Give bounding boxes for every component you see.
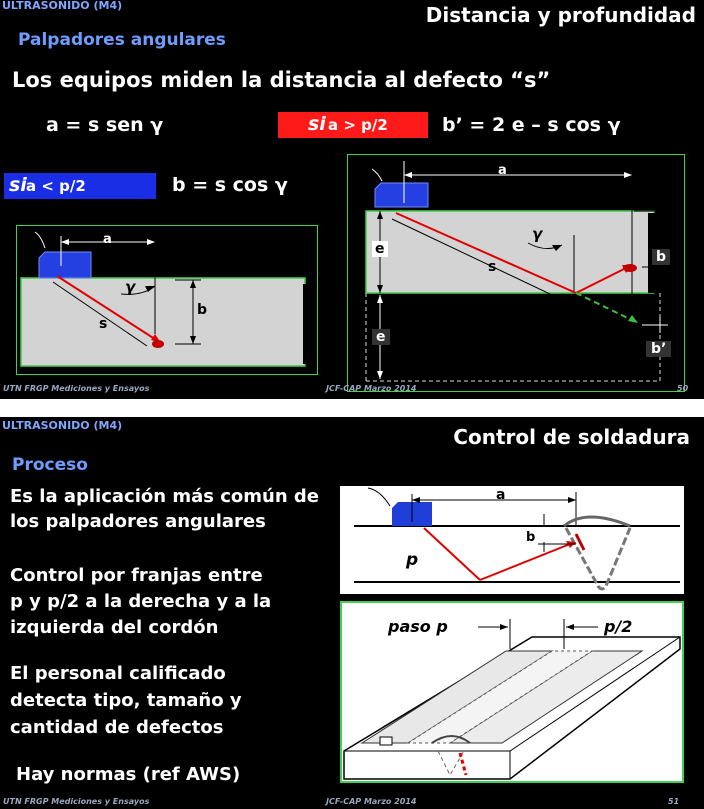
paragraph-line: izquierda del cordón [10, 617, 219, 638]
condition-low-text: a < p/2 [26, 177, 86, 195]
paragraph-line: los palpadores angulares [10, 511, 266, 532]
slide-title: Distancia y profundidad [425, 3, 696, 27]
label-gamma: γ [125, 278, 136, 296]
footer-left: UTN FRGP Mediciones y Ensayos [3, 384, 150, 393]
diagram-small-defect-drawing [17, 226, 317, 374]
label-a: a [498, 163, 507, 178]
diagram-large-defect [347, 154, 685, 392]
label-s: s [488, 259, 497, 275]
label-b: b [652, 249, 670, 265]
diagram-scan-strips [340, 601, 684, 783]
equation-b: b = s cos γ [172, 174, 288, 196]
label-b: b [197, 302, 208, 318]
footer-center: JCF-CAP Marzo 2014 [326, 797, 417, 806]
diagram-weld-drawing [340, 486, 684, 594]
label-s: s [99, 316, 108, 332]
condition-high-text: a > p/2 [328, 116, 388, 134]
condition-low-box [4, 173, 156, 199]
diagram-large-defect-drawing [348, 155, 684, 391]
paragraph-line: cantidad de defectos [10, 717, 224, 738]
diagram-small-defect [16, 225, 318, 375]
paragraph-control [10, 563, 271, 641]
paragraph-norms: Hay normas (ref AWS) [16, 764, 241, 785]
paragraph-personnel [10, 660, 242, 741]
paragraph-line: Es la aplicación más común de [10, 486, 319, 507]
label-a: a [103, 232, 112, 247]
slide-title: Control de soldadura [453, 425, 690, 449]
page-number: 51 [668, 797, 680, 806]
equation-a: a = s sen γ [46, 114, 164, 136]
condition-low-si: si [9, 174, 27, 196]
slide-subtitle: Proceso [12, 455, 88, 475]
label-paso-p: paso p [388, 617, 448, 636]
footer-center: JCF-CAP Marzo 2014 [326, 384, 417, 393]
slide-control-soldadura [0, 417, 704, 809]
label-b: b [526, 530, 536, 545]
slide-header: ULTRASONIDO (M4) [2, 419, 123, 432]
slide-distancia [0, 0, 704, 399]
label-gamma: γ [532, 225, 543, 243]
label-p: p [406, 550, 419, 570]
slide-subtitle: Palpadores angulares [18, 30, 226, 50]
paragraph-line: Control por franjas entre [10, 565, 263, 586]
label-e-bottom: e [372, 329, 390, 345]
statement: Los equipos miden la distancia al defecto “s” [12, 68, 551, 92]
paragraph-application [10, 484, 319, 534]
slide-header: ULTRASONIDO (M4) [2, 0, 123, 12]
page-number: 50 [677, 384, 689, 393]
paragraph-line: detecta tipo, tamaño y [10, 690, 242, 711]
label-e-top: e [372, 241, 388, 257]
condition-high-si: si [308, 113, 326, 135]
label-b-prime: b’ [646, 341, 671, 357]
label-a: a [496, 487, 506, 503]
equation-b-prime: b’ = 2 e – s cos γ [442, 114, 621, 136]
paragraph-line: El personal calificado [10, 663, 226, 684]
paragraph-line: p y p/2 a la derecha y a la [10, 591, 272, 612]
condition-high-box [278, 112, 428, 138]
footer-left: UTN FRGP Mediciones y Ensayos [3, 797, 150, 806]
diagram-weld [340, 486, 684, 594]
label-p-half: p/2 [604, 617, 633, 636]
